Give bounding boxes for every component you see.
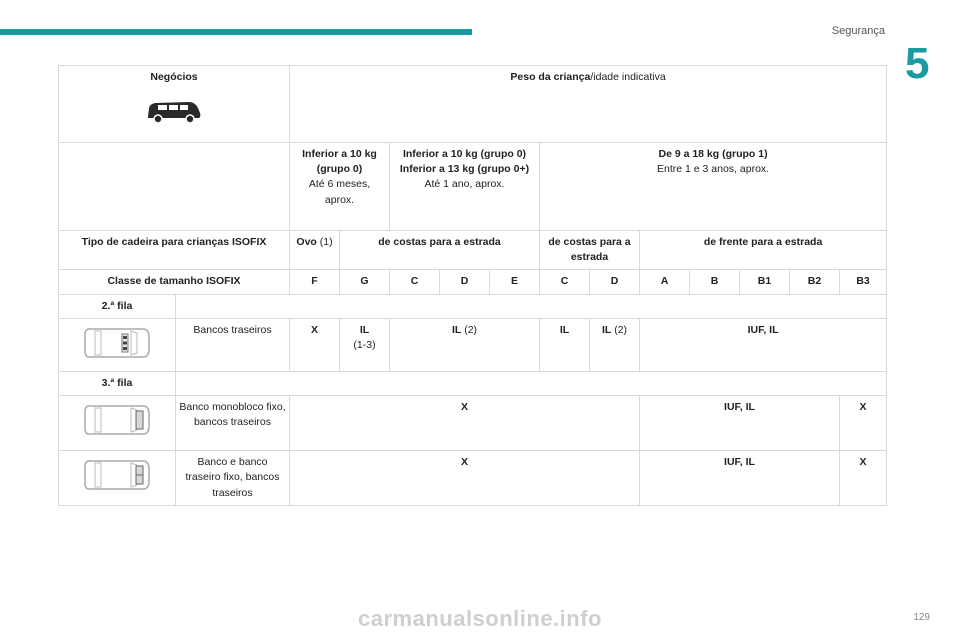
- group-0plus-cell: [390, 143, 540, 231]
- row3b-rf-value: X: [290, 451, 640, 506]
- row2-spacer: [176, 294, 887, 318]
- group-subtitle: Até 6 meses, aprox.: [308, 178, 371, 206]
- empty-cell: [59, 143, 290, 231]
- size-class: G: [340, 270, 390, 294]
- seat-type-egg: [290, 231, 340, 270]
- size-class: D: [590, 270, 640, 294]
- row2-rf4-value: IL: [601, 323, 612, 336]
- row2-rf2-cell: [390, 318, 540, 371]
- row2-rf2-value: IL: [451, 323, 462, 336]
- row3a-ff-value: IUF, IL: [640, 396, 840, 451]
- size-class: B2: [790, 270, 840, 294]
- weight-title-suffix: /idade indicativa: [590, 71, 666, 83]
- row3-label: 3.ª fila: [59, 371, 176, 395]
- row3a-b3-value: X: [840, 396, 887, 451]
- seat-type-forward-facing: de frente para a estrada: [640, 231, 887, 270]
- size-class: C: [390, 270, 440, 294]
- row2-rf3-value: IL: [540, 318, 590, 371]
- row2-rf4-note: (2): [614, 323, 628, 336]
- size-class: B: [690, 270, 740, 294]
- group-subtitle: Até 1 ano, aprox.: [424, 178, 505, 191]
- weight-title: Peso da criança: [510, 71, 591, 83]
- size-class: F: [290, 270, 340, 294]
- group-title-2: Inferior a 13 kg (grupo 0+): [399, 163, 530, 176]
- size-class: C: [540, 270, 590, 294]
- row2-rf1-note: (1-3): [353, 339, 376, 352]
- watermark: carmanualsonline.info: [358, 606, 602, 631]
- size-class-label: Classe de tamanho ISOFIX: [59, 270, 290, 294]
- row3a-seat-label: Banco monobloco fixo, bancos traseiros: [176, 396, 290, 451]
- row2-ff-value: IUF, IL: [640, 318, 887, 371]
- size-class: D: [440, 270, 490, 294]
- row2-seat-label: Bancos traseiros: [176, 318, 290, 371]
- row2-rf1-cell: [340, 318, 390, 371]
- header-accent-bar: [0, 29, 472, 35]
- egg-note: (1): [319, 236, 333, 248]
- page-number: 129: [913, 612, 930, 623]
- group-subtitle: Entre 1 e 3 anos, aprox.: [657, 163, 770, 176]
- isofix-table: [58, 65, 887, 506]
- row3b-ff-value: IUF, IL: [640, 451, 840, 506]
- row2-label: 2.ª fila: [59, 294, 176, 318]
- row3b-seat-label: Banco e banco traseiro fixo, bancos traseiros: [176, 451, 290, 506]
- group-title: Inferior a 10 kg (grupo 0): [302, 148, 377, 176]
- row3b-car-cell: [59, 451, 176, 506]
- group-title: De 9 a 18 kg (grupo 1): [658, 148, 768, 160]
- van-icon: [62, 97, 286, 125]
- business-label: Negócios: [150, 71, 198, 83]
- row3a-rf-value: X: [290, 396, 640, 451]
- seat-type-rear-facing: de costas para a estrada: [340, 231, 540, 270]
- group-title: Inferior a 10 kg (grupo 0): [402, 148, 527, 160]
- business-cell: [59, 66, 290, 143]
- size-class: B3: [840, 270, 887, 294]
- car-topview-icon: [62, 400, 172, 440]
- row2-rf2-note: (2): [464, 323, 478, 336]
- row3-spacer: [176, 371, 887, 395]
- row2-rf1-value: IL: [359, 323, 370, 336]
- row2-egg-value: X: [290, 318, 340, 371]
- group-0-cell: [290, 143, 390, 231]
- row3a-car-cell: [59, 396, 176, 451]
- row2-car-cell: [59, 318, 176, 371]
- chapter-number: 5: [905, 39, 930, 88]
- section-title: Segurança: [831, 25, 885, 37]
- size-class: A: [640, 270, 690, 294]
- group-1-cell: [540, 143, 887, 231]
- car-topview-icon: [62, 455, 172, 495]
- seat-type-label: Tipo de cadeira para crianças ISOFIX: [59, 231, 290, 270]
- size-class: E: [490, 270, 540, 294]
- row3b-b3-value: X: [840, 451, 887, 506]
- weight-header-cell: [290, 66, 887, 143]
- seat-type-rear-facing-2: de costas para a estrada: [540, 231, 640, 270]
- size-class: B1: [740, 270, 790, 294]
- egg-label: Ovo: [296, 236, 317, 248]
- row2-rf4-cell: [590, 318, 640, 371]
- car-topview-icon: [62, 323, 172, 363]
